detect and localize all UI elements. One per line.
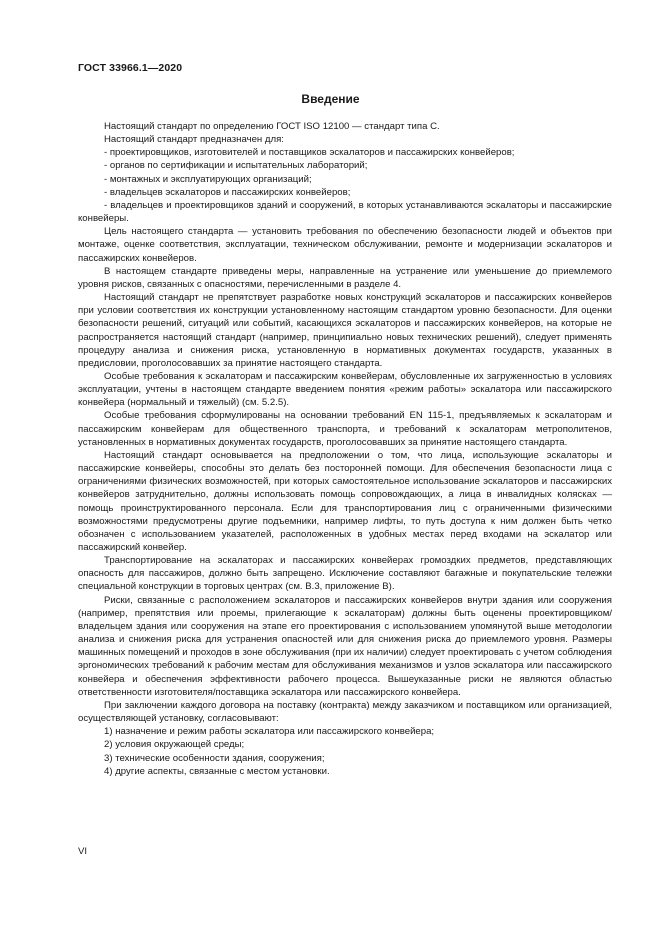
list-item: - владельцев эскалаторов и пассажирских конвейеров;	[104, 186, 351, 198]
paragraph: Особые требования сформулированы на основании требований EN 115-1, предъявляемых к эскалаторам и пассажирским конвейерам для общественного транспорта, и требований к эскалаторам метрополитенов, установленных в нормативных документах государств, проголосовавших за принятие настоящего стандарта.	[78, 410, 612, 448]
list-item: 4) другие аспекты, связанные с местом установки.	[104, 765, 330, 777]
document-number-header: ГОСТ 33966.1—2020	[78, 62, 183, 74]
paragraph: Цель настоящего стандарта — установить требования по обеспечению безопасности людей и объектов при монтаже, оценке соответствия, эксплуатации, техническом обслуживании, ремонте и модернизации эскалаторов и пассажирских конвейеров.	[78, 226, 612, 264]
paragraph: Настоящий стандарт не препятствует разработке новых конструкций эскалаторов и пассажирских конвейеров при условии соответствия их конструкции установленному настоящим стандартом уровню безопасности. Для оценки безопасности решений, ситуаций или событий, касающихся эскалаторов и пассажирских конвейеров, на которые не распространяется настоящий стандарт (например, принципиально новых технических решений), следует применять процедуру анализа и снижения риска, установленную в нормативных документах государств, указанных в предисловии, проголосовавших за принятие настоящего стандарта.	[78, 292, 612, 369]
paragraph: Риски, связанные с расположением эскалаторов и пассажирских конвейеров внутри здания или сооружения (например, препятствия или проемы, прилегающие к эскалаторам) должны быть оценены проектировщиком/владельцем здания или сооружения на этапе его проектирования с использованием упомянутой выше методологии анализа и снижения риска для устранения опасностей или для снижения риска до приемлемого уровня. Размеры машинных помещений и проходов в зоне обслуживания (при их наличии) следует проектировать с учетом соблюдения эргономических требований к рабочим местам для обслуживания механизмов и узлов эскалатора или пассажирского конвейера и обеспечения эффективности рабочего процесса. Вышеуказанные риски не являются областью ответственности изготовителя/поставщика эскалатора или пассажирского конвейера.	[78, 594, 612, 698]
page-number: VI	[78, 846, 88, 857]
paragraph: Настоящий стандарт основывается на предположении о том, что лица, использующие эскалаторы и пассажирские конвейеры, способны это делать без посторонней помощи. Для обеспечения безопасности лица с ограничениями физических возможностей, при которых самостоятельное использование эскалаторов и пассажирских конвейеров затруднительно, должны использовать помощь сопровождающих, а лица в инвалидных колясках — помощь проинструктированного персонала. Если для транспортирования лиц с ограниченными физическими возможностями предусмотрены другие подъемники, например лифты, то путь доступа к ним должен быть четко обозначен с использованием указателей, расположенных в удобных местах перед входами на эскалатор или пассажирский конвейер.	[78, 449, 612, 553]
list-item: 3) технические особенности здания, сооружения;	[104, 752, 325, 764]
paragraph: При заключении каждого договора на поставку (контракта) между заказчиком и поставщиком или организацией, осуществляющей установку, согласовывают:	[78, 699, 612, 725]
paragraph: Особые требования к эскалаторам и пассажирским конвейерам, обусловленные их загруженностью в условиях эксплуатации, учтены в настоящем стандарте введением понятия «режим работы» эскалатора или пассажирского конвейера (нормальный и тяжелый) (см. 5.2.5).	[78, 370, 612, 409]
section-title: Введение	[301, 92, 360, 106]
list-item: - монтажных и эксплуатирующих организаций;	[104, 173, 312, 185]
paragraph: - владельцев и проектировщиков зданий и сооружений, в которых устанавливаются эскалаторы и пассажирские конвейеры.	[78, 199, 612, 225]
paragraph: Транспортирование на эскалаторах и пассажирских конвейерах громоздких предметов, представляющих опасность для пассажиров, должно быть запрещено. Исключение составляют багажные и покупательские тележки специальной конструкции в торговых центрах (см. В.3, приложение В).	[78, 555, 612, 593]
list-item: - органов по сертификации и испытательных лабораторий;	[104, 160, 368, 172]
paragraph: Настоящий стандарт предназначен для:	[104, 134, 284, 146]
list-item: - проектировщиков, изготовителей и поставщиков эскалаторов и пассажирских конвейеров;	[104, 147, 515, 159]
paragraph: Настоящий стандарт по определению ГОСТ ISO 12100 — стандарт типа C.	[104, 121, 440, 132]
list-item: 2) условия окружающей среды;	[104, 739, 245, 751]
paragraph: В настоящем стандарте приведены меры, направленные на устранение или уменьшение до приемлемого уровня рисков, связанных с опасностями, перечисленными в разделе 4.	[78, 265, 612, 290]
document-body	[78, 120, 612, 778]
list-item: 1) назначение и режим работы эскалатора или пассажирского конвейера;	[104, 726, 435, 738]
